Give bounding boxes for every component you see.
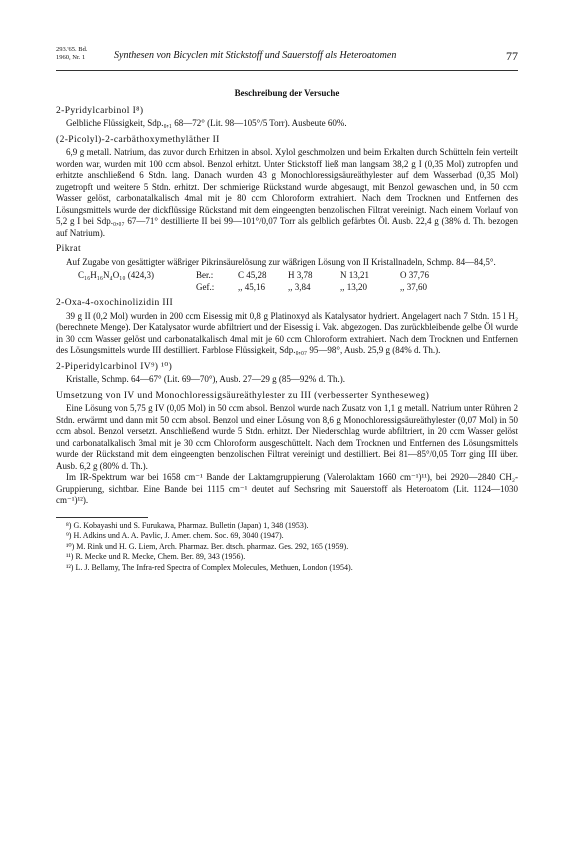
volume-line-1: 293.'65. Bd. — [56, 46, 88, 53]
compound-paragraph-3: Auf Zugabe von gesättigter wäßriger Pikrinsäurelösung zur wäßrigen Lösung von II Kristallnadeln, Schmp. 84—84,5°. — [66, 256, 496, 267]
compound-heading-3: Pikrat — [56, 244, 82, 254]
footnotes — [56, 521, 518, 574]
compound-paragraph-6: Eine Lösung von 5,75 g IV (0,05 Mol) in 50 ccm absol. Benzol wurde nach Zusatz von 1,1 g metall. Natrium unter Rühren 2 Stdn. erwärmt und dann mit 50 ccm absol. Benzol und einer Lösung von 8,6 g Monochloressigsäureäthylester (0,07 Mol) in 50 ccm absol. Benzol versetzt. Anschließend wurde 5 Stdn. erhitzt. Der Niederschlag wurde abfiltriert, in 20 ccm Wasser gelöst und carbonatalkalisch 3mal mit je 30 ccm Chloroform ausgeschüttelt. Nach dem Trocknen und Entfernen des Lösungsmittels wurde der Rückstand mit dem eingeengten benzolischen Filtrat vereinigt und destilliert. Bei 81—85°/0,05 Torr ging III über. Ausb. 6,2 g (80% d. Th.). — [56, 403, 518, 471]
volume-info — [56, 46, 88, 61]
main-content — [56, 82, 518, 573]
compound-paragraph-5: Kristalle, Schmp. 64—67° (Lit. 69—70°), Ausb. 27—29 g (85—92% d. Th.). — [66, 374, 346, 384]
formula-ber-h: H 3,78 — [288, 270, 313, 280]
compound-heading-6: Umsetzung von IV und Monochloressigsäureäthylester zu III (verbesserter Syntheseweg) — [56, 390, 430, 401]
footnote-11: ¹¹) R. Mecke und R. Mecke, Chem. Ber. 89, 343 (1956). — [66, 552, 246, 561]
running-header — [56, 46, 518, 71]
formula-ber-n: N 13,21 — [340, 270, 369, 280]
footnote-divider — [56, 517, 148, 518]
footnote-12: ¹²) L. J. Bellamy, The Infra-red Spectra of Complex Molecules, Methuen, London (1954). — [66, 562, 353, 572]
compound-paragraph-4: 39 g II (0,2 Mol) wurden in 200 ccm Eisessig mit 0,8 g Platinoxyd als Katalysator hydriert. Angelagert nach 7 Stdn. 15 l H₂ (berechnete Menge). Der Katalysator wurde abfiltriert und der Eisessig i. Vak. abgezogen. Das zurückbleibende gelbe Öl wurde in 30 ccm Wasser gelöst und carbonatalkalisch 4mal mit je 60 ccm Chloroform extrahiert. Nach dem Trocknen und Entfernen des Lösungsmittels wurde III destilliert. Farblose Flüssigkeit, Sdp.₀,₀₇ 95—98°, Ausb. 25,9 g (84% d. Th.). — [56, 310, 518, 355]
formula-gef-h: ,, 3,84 — [288, 281, 311, 292]
volume-line-2: 1960, Nr. 1 — [56, 53, 86, 61]
running-title: Synthesen von Bicyclen mit Stickstoff und Sauerstoff als Heteroatomen — [114, 50, 397, 61]
elemental-analysis — [78, 270, 518, 293]
page-number: 77 — [506, 49, 518, 63]
footnote-9: ⁹) H. Adkins und A. A. Pavlic, J. Amer. chem. Soc. 69, 3040 (1947). — [66, 531, 284, 540]
compound-heading-4: 2-Oxa-4-oxochinolizidin III — [56, 298, 174, 308]
footnote-8: ⁸) G. Kobayashi und S. Furukawa, Pharmaz. Bulletin (Japan) 1, 348 (1953). — [66, 520, 309, 530]
ir-paragraph: Im IR-Spektrum war bei 1658 cm⁻¹ Bande der Laktamgruppierung (Valerolaktam 1660 cm⁻¹)¹¹), bei 2920—2840 CH₂-Gruppierung, sichtbar. Eine Bande bei 1115 cm⁻¹ deutet auf Sechsring mit Sauerstoff als Heteroatom (Lit. 1124—1030 cm⁻¹)¹²). — [56, 472, 518, 505]
compound-paragraph-1: Gelbliche Flüssigkeit, Sdp.₀,₁ 68—72° (Lit. 98—105°/5 Torr). Ausbeute 60%. — [66, 118, 347, 128]
formula-ber-label: Ber.: — [196, 270, 214, 280]
formula-ber-o: O 37,76 — [400, 270, 429, 280]
formula-gef-n: ,, 13,20 — [340, 281, 367, 292]
compound-heading-2: (2-Picolyl)-2-carbäthoxymethyläther II — [56, 134, 220, 145]
formula-gef-o: ,, 37,60 — [400, 281, 427, 292]
compound-heading-1: 2-Pyridylcarbinol I⁸) — [56, 105, 144, 116]
compound-heading-5: 2-Piperidylcarbinol IV⁹) ¹⁰) — [56, 361, 173, 372]
formula-ber-c: C 45,28 — [238, 270, 267, 280]
formula-gef-label: Gef.: — [196, 281, 215, 292]
compound-paragraph-2: 6,9 g metall. Natrium, das zuvor durch Erhitzen in absol. Xylol geschmolzen und beim Erkalten durch Schütteln fein verteilt worden war, wurden mit 100 ccm absol. Benzol erhitzt. Unter Stickstoff ließ man langsam 38,2 g I (0,35 Mol) zutropfen und erhitzte anschließend 6 Stdn. lang. Danach wurden 43 g Monochloressigsäureäthylester auf dem Wasserbad (0,35 Mol) zugetropft und weitere 5 Stdn. erhitzt. Der schmierige Rückstand wurde abgesaugt, mit Benzol gewaschen und, in 50 ccm Wasser gelöst, carbonatalkalisch 4mal mit je 80 ccm Chloroform extrahiert. Nach dem Trocknen und Entfernen des Lösungsmittels wurde der dickflüssige Rückstand mit dem eingeengten benzolischen Filtrat vereinigt. Nach einem Vorlauf von 5,2 g I bei Sdp.₀,₀₇ 67—71° destillierte II bei 99—101°/0,07 Torr als gelblich gefärbtes Öl. Ausb. 22,4 g (38% d. Th. bezogen auf Natrium). — [56, 147, 518, 238]
formula-compound: C₁₆H₁₆N₄O₁₀ (424,3) — [78, 270, 154, 280]
footnote-10: ¹⁰) M. Rink und H. G. Liem, Arch. Pharmaz. Ber. dtsch. pharmaz. Ges. 292, 165 (1959). — [66, 541, 349, 551]
section-title: Beschreibung der Versuche — [234, 88, 340, 98]
formula-gef-c: ,, 45,16 — [238, 281, 265, 292]
